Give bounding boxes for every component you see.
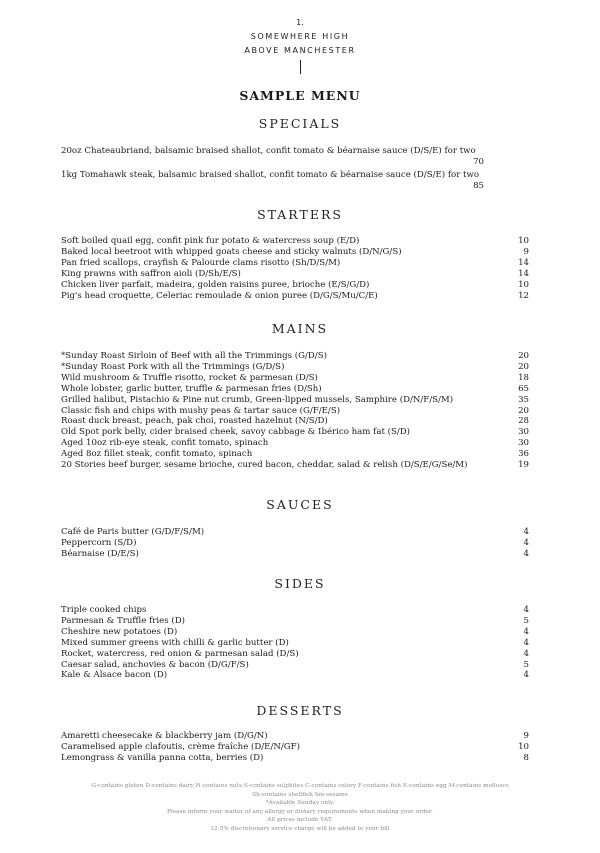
menu-item [61,280,529,291]
menu-item [61,384,529,395]
item-name: Pan fried scallops, crayfish & Palourde clams risotto (Sh/D/S/M) [61,257,341,268]
item-price: 4 [523,527,529,537]
sunday-note: *Available Sunday only. [265,800,335,807]
item-name: 1kg Tomahawk steak, balsamic braised shallot, confit tomato & béarnaise sauce (D/S/E) for two [61,170,480,180]
menu-item [61,753,529,764]
item-name: Caramelised apple clafoutis, crème fraîche (D/E/N/GF) [61,741,300,752]
item-name: Café de Paris butter (G/D/F/S/M) [61,527,205,537]
menu-item [61,438,529,449]
service-charge-note: 12.5% discretionary service charge will be added to your bill [210,825,390,832]
item-price: 4 [523,548,529,559]
item-name: Béarnaise (D/E/S) [61,548,139,559]
specials-heading: SPECIALS [258,116,342,131]
menu-item [61,670,529,681]
item-name: Grilled halibut, Pistachio & Pine nut crumb, Green-lipped mussels, Samphire (D/N/F/S/M) [61,394,454,405]
item-name: Soft boiled quail egg, confit pink fur potato & watercress soup (E/D) [61,236,360,246]
allergen-key-cont: Sh-contains shellfish Sm-sesame [252,791,348,798]
logo-number: 1. [296,18,304,27]
menu-item [61,258,529,269]
sauces-heading: SAUCES [266,497,334,512]
item-name: Chicken liver parfait, madeira, golden raisins puree, brioche (E/S/G/D) [61,279,370,290]
allergy-notice: Please inform your waiter of any allergy or dietary requirements when making your order. [166,808,434,815]
menu-item [61,549,529,560]
menu-item [61,627,529,638]
item-name: Whole lobster, garlic butter, truffle & parmesan fries (D/Sh) [61,383,322,394]
item-price: 4 [523,670,529,681]
menu-item [61,427,529,438]
item-price: 10 [518,236,529,246]
item-name: Old Spot pork belly, cider braised cheek, savoy cabbage & Ibérico ham fat (S/D) [61,427,411,438]
menu-item [61,236,529,247]
menu-item [61,638,529,649]
vat-note: All prices include VAT. [267,817,333,824]
item-name: Rocket, watercress, red onion & parmesan salad (D/S) [61,648,299,659]
allergen-key: G-contains gluten D-contains dairy N-contains nuts S-contains sulphites C-contains celery F-contains fish E-contains egg M-contains molluscs [91,783,509,789]
sauces-list [61,527,529,560]
menu-item [61,538,529,549]
item-price: 12 [518,290,529,301]
item-name: Kale & Alsace bacon (D) [61,670,168,681]
item-name: Lemongrass & vanilla panna cotta, berries (D) [61,752,264,763]
item-price: 65 [518,383,529,394]
item-name: Classic fish and chips with mushy peas & tartar sauce (G/F/E/S) [61,405,341,416]
item-price: 30 [518,427,529,438]
sides-heading: SIDES [274,576,326,591]
item-name: Peppercorn (S/D) [61,537,137,548]
item-price: 4 [523,605,529,615]
item-price: 4 [523,637,529,648]
menu-item [61,247,529,258]
item-price: 20 [518,405,529,416]
menu-item [61,351,529,362]
item-name: Pig's head croquette, Celeriac remoulade & onion puree (D/G/S/Mu/C/E) [61,290,378,301]
item-price: 30 [518,438,529,449]
item-price: 9 [523,731,529,741]
item-price: 4 [523,648,529,659]
mains-list [61,351,529,471]
starters-list [61,236,529,301]
menu-item [61,616,529,627]
item-name: Cheshire new potatoes (D) [61,626,178,637]
logo-divider [300,60,301,74]
logo-line-1: SOMEWHERE HIGH [250,32,350,41]
item-price: 4 [523,626,529,637]
item-price: 36 [518,449,529,460]
item-name: *Sunday Roast Sirloin of Beef with all the Trimmings (G/D/S) [61,351,327,361]
item-price: 28 [518,416,529,427]
menu-item [61,460,529,471]
item-price: 10 [518,279,529,290]
item-name: Roast duck breast, peach, pak choi, roasted hazelnut (N/S/D) [61,416,328,427]
item-name: Aged 10oz rib-eye steak, confit tomato, spinach [61,438,269,449]
menu-item [61,449,529,460]
menu-title: SAMPLE MENU [239,88,361,103]
desserts-list [61,731,529,764]
menu-item [61,395,529,406]
specials-item [61,170,484,192]
menu-item [61,269,529,280]
specials-item [61,146,484,168]
item-price: 35 [518,394,529,405]
item-price: 18 [518,372,529,383]
item-price: 4 [523,537,529,548]
menu-item [61,416,529,427]
item-name: 20oz Chateaubriand, balsamic braised shallot, confit tomato & béarnaise sauce (D/S/E) for two [61,146,476,156]
menu-item [61,649,529,660]
item-name: Amaretti cheesecake & blackberry jam (D/G/N) [61,731,268,741]
item-price: 85 [473,180,484,191]
desserts-heading: DESSERTS [256,703,344,718]
item-price: 14 [518,268,529,279]
item-price: 5 [523,615,529,626]
sides-list [61,605,529,681]
item-price: 9 [523,246,529,257]
item-price: 10 [518,741,529,752]
starters-heading: STARTERS [257,207,343,222]
item-price: 14 [518,257,529,268]
menu-item [61,406,529,417]
item-price: 5 [523,659,529,670]
item-name: Triple cooked chips [61,605,147,615]
menu-item [61,660,529,671]
mains-heading: MAINS [271,321,329,336]
item-price: 70 [473,156,484,167]
restaurant-logo [0,16,600,74]
menu-item [61,731,529,742]
item-name: Wild mushroom & Truffle risotto, rocket & parmesan (D/S) [61,372,318,383]
item-name: King prawns with saffron aioli (D/Sh/E/S) [61,268,241,279]
menu-item [61,373,529,384]
item-price: 20 [518,361,529,372]
menu-item [61,362,529,373]
item-name: Mixed summer greens with chilli & garlic butter (D) [61,637,289,648]
item-name: Baked local beetroot with whipped goats cheese and sticky walnuts (D/N/G/S) [61,246,402,257]
item-name: *Sunday Roast Pork with all the Trimmings (G/D/S) [61,361,285,372]
menu-item [61,291,529,302]
menu-item [61,742,529,753]
item-name: Parmesan & Truffle fries (D) [61,615,185,626]
menu-item [61,527,529,538]
item-price: 8 [523,752,529,763]
item-price: 20 [518,351,529,361]
menu-footer [0,782,600,834]
item-name: Caesar salad, anchovies & bacon (D/G/F/S) [61,659,249,670]
item-name: 20 Stories beef burger, sesame brioche, cured bacon, cheddar, salad & relish (D/S/E/G/Se/M) [61,460,468,471]
item-price: 19 [518,460,529,471]
item-name: Aged 8oz fillet steak, confit tomato, spinach [61,449,253,460]
menu-item [61,605,529,616]
logo-line-2: ABOVE MANCHESTER [244,46,356,55]
